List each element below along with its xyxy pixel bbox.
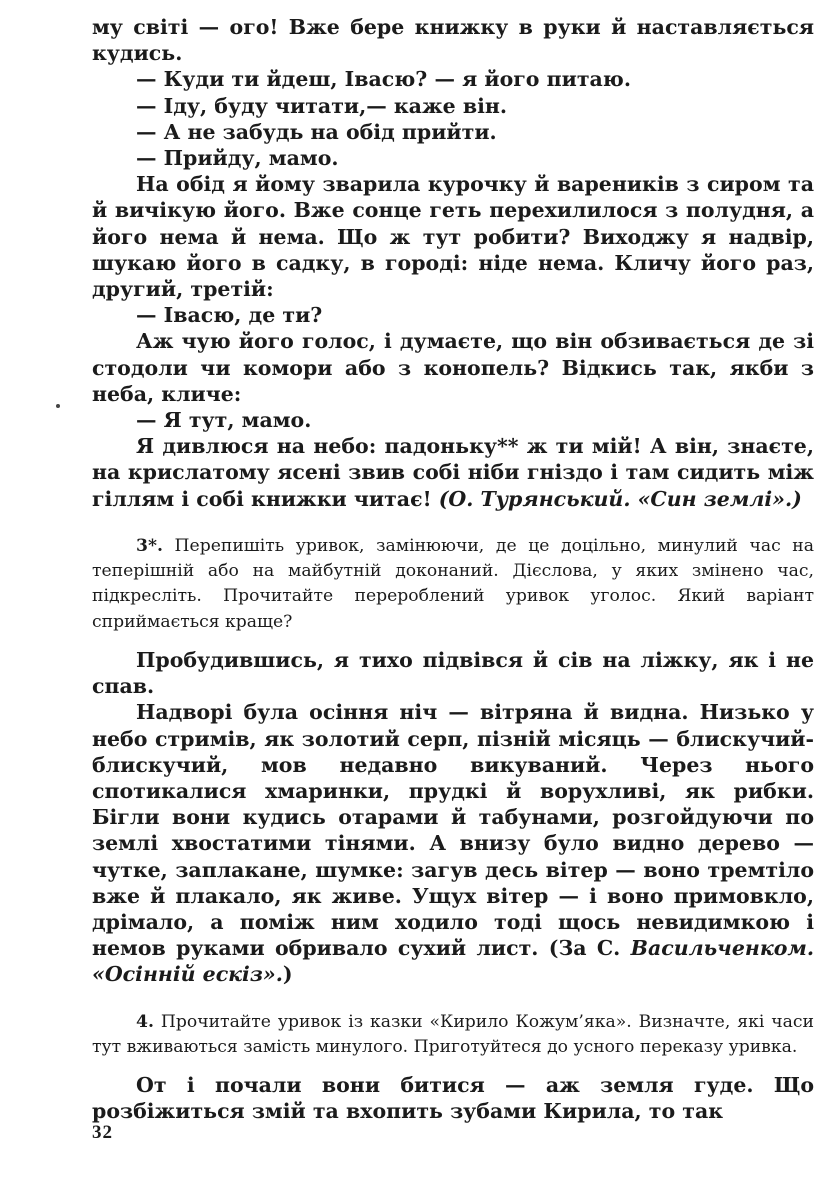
task-4-number: 4. <box>136 1011 154 1032</box>
story1-source: (О. Турянський. «Син землі».) <box>438 486 802 511</box>
story2-paragraph-2 <box>92 699 814 987</box>
story1-dialogue-5: — Івасю, де ти? <box>136 303 323 328</box>
story1-dialogue-6: — Я тут, мамо. <box>136 408 312 433</box>
story1-paragraph-2: На обід я йому зварила курочку й вареників з сиром та й вичікую його. Вже сонце геть перехилилося з полудня, а його нема й нема. Що ж тут робити? Виходжу я надвір, шукаю його в садку, в городі: ніде нема. Кличу його раз, другий, третій: <box>92 172 814 302</box>
stray-mark <box>56 404 60 408</box>
task-3-text: Перепишіть уривок, замінюючи, де це доцільно, минулий час на теперішній або на майбутній доконаний. Дієслова, у яких змінено час, підкресліть. Прочитайте перероблений уривок уголос. Який варіант сприймається краще? <box>92 535 814 632</box>
story1-paragraph-4-text: Я дивлюся на небо: падоньку** ж ти мій! А він, знаєте, на крислатому ясені звив собі ніби гніздо і там сидить між гіллям і собі книжки читає! <box>92 434 814 511</box>
story1-dialogue-1: — Куди ти йдеш, Івасю? — я його питаю. <box>136 67 631 92</box>
task-4 <box>92 1010 814 1061</box>
story3-paragraph-1: От і почали вони битися — аж земля гуде. Що розбіжиться змій та вхопить зубами Кирила, то так <box>92 1073 814 1124</box>
story2-source: Васильченком. «Осінній ескіз». <box>92 936 814 987</box>
story2-source-prefix: (За С. <box>548 936 631 961</box>
story1-paragraph-4 <box>92 433 814 512</box>
story2-source-suffix: ) <box>282 962 293 987</box>
story1-dialogue-2: — Іду, буду читати,— каже він. <box>136 93 508 118</box>
story2-paragraph-1: Пробудившись, я тихо підвівся й сів на ліжку, як і не спав. <box>92 648 814 699</box>
task-3 <box>92 534 814 635</box>
story-excerpt-1 <box>92 14 814 512</box>
task-4-text: Прочитайте уривок із казки «Кирило Кожум’яка». Визначте, які часи тут вживаються замість минулого. Приготуйтеся до усного переказу уривка. <box>92 1011 814 1057</box>
story1-dialogue-3: — А не забудь на обід прийти. <box>136 119 497 144</box>
task-3-number: 3*. <box>136 535 163 556</box>
story-excerpt-2 <box>92 647 814 988</box>
story-excerpt-3 <box>92 1072 814 1124</box>
story2-paragraph-2-text: Надворі була осіння ніч — вітряна й видна. Низько у небо стримів, як золотий серп, пізній місяць — блискучий-блискучий, мов недавно викуваний. Через нього спотикалися хмаринки, прудкі й ворухливі, як рибки. Бігли вони кудись отарами й табунами, розгойдуючи по землі хвостатими тінями. А внизу було видно дерево — чутке, заплакане, шумке: загув десь вітер — воно тремтіло вже й плакало, як живе. Ущух вітер — і воно примовкло, дрімало, а поміж ним ходило тоді щось невидимкою і немов руками обривало сухий лист. <box>92 700 814 961</box>
page-number: 32 <box>92 1122 113 1143</box>
story1-paragraph-1: му світі — ого! Вже бере книжку в руки й наставляється кудись. <box>92 15 814 66</box>
story1-dialogue-4: — Прийду, мамо. <box>136 146 339 171</box>
page-content <box>92 14 814 1125</box>
story1-paragraph-3: Аж чую його голос, і думаєте, що він обзивається де зі стодоли чи комори або з конопель? Відкись так, якби з неба, кличе: <box>92 329 814 406</box>
